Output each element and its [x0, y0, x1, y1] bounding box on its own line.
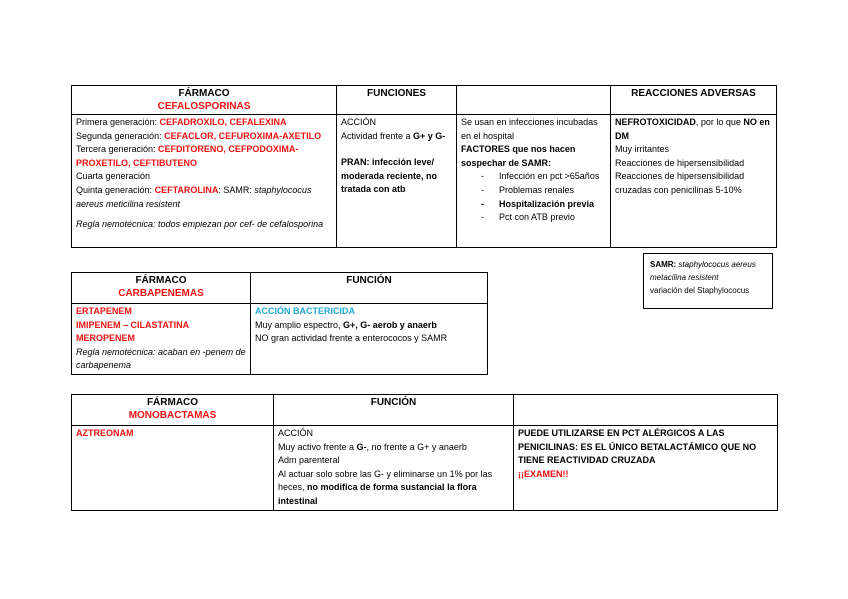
- table-row: [72, 426, 778, 511]
- table-row: [72, 115, 777, 248]
- reacciones-header: REACCIONES ADVERSAS: [611, 86, 777, 115]
- funciones-cell: ACCIÓN Actividad frente a G+ y G- PRAN: infección leve/ moderada reciente, no tratada con atb: [337, 115, 457, 248]
- table-header-row: [72, 273, 488, 304]
- list-item: - Pct con ATB previo: [461, 211, 606, 225]
- list-item: - Infección en pct >65años: [461, 170, 606, 184]
- funcion-cell: ACCIÓN Muy activo frente a G-, no frente a G+ y anaerb Adm parenteral Al actuar solo sobre las G- y eliminarse un 1% por las heces, no modifica de forma sustancial la flora intestinal: [274, 426, 514, 511]
- mnemonic-note: Regla nemotécnica: acaban en -penem de carbapenema: [76, 346, 246, 371]
- funciones-header: FUNCIONES: [337, 86, 457, 115]
- mnemonic-note: Regla nemotécnica: todos empiezan por cef- de cefalosporina: [76, 219, 324, 230]
- funcion-cell: ACCIÓN BACTERICIDA Muy amplio espectro, G+, G- aerob y anaerb NO gran actividad frente a enterococos y SAMR: [251, 304, 488, 375]
- monobactamas-table: [71, 394, 778, 511]
- pran-note: PRAN: infección leve/ moderada reciente, no tratada con atb: [341, 157, 438, 195]
- samr-factors-cell: Se usan en infecciones incubadas en el hospital FACTORES que nos hacen sospechar de SAMR: - Infección en pct >65años - Problemas renales - Hospitalización previa - Pct con ATB previo: [457, 115, 611, 248]
- farmaco-header: FÁRMACO MONOBACTAMAS: [72, 395, 274, 426]
- notes-cell: PUEDE UTILIZARSE EN PCT ALÉRGICOS A LAS PENICILINAS: ES EL ÚNICO BETALACTÁMICO QUE NO TIENE REACTIVIDAD CRUZADA ¡¡EXAMEN!!: [514, 426, 778, 511]
- list-item: - Problemas renales: [461, 184, 606, 198]
- gen5-line: Quinta generación: CEFTAROLINA: SAMR: staphylococus aereus meticilina resistent: [76, 184, 312, 209]
- drug-cell: AZTREONAM: [72, 426, 274, 511]
- table-row: [72, 304, 488, 375]
- family-monobactamas: MONOBACTAMAS: [128, 410, 217, 421]
- samr-note-box: SAMR: staphylococus aereus metacilina resistent variación del Staphylococus: [643, 253, 773, 309]
- factors-list: [461, 170, 606, 224]
- farmaco-header: FÁRMACO CEFALOSPORINAS: [72, 86, 337, 115]
- gen1-line: Primera generación: CEFADROXILO, CEFALEXINA: [76, 117, 287, 127]
- gen2-line: Segunda generación: CEFACLOR, CEFUROXIMA-AXETILO: [76, 130, 322, 141]
- actividad-line: Actividad frente a G+ y G-: [341, 130, 446, 141]
- funcion-header: FUNCIÓN: [251, 273, 488, 304]
- empty-header-cell: [457, 86, 611, 115]
- reacciones-cell: NEFROTOXICIDAD, por lo que NO en DM Muy irritantes Reacciones de hipersensibilidad Reacciones de hipersensibilidad cruzadas con penicilinas 5-10%: [611, 115, 777, 248]
- family-cefalosporinas: CEFALOSPORINAS: [157, 101, 251, 112]
- funcion-header: FUNCIÓN: [274, 395, 514, 426]
- gen3-line: Tercera generación: CEFDITORENO, CEFPODOXIMA-PROXETILO, CEFTIBUTENO: [76, 144, 299, 168]
- drugs-cell: ERTAPENEM IMIPENEM – CILASTATINA MEROPENEM Regla nemotécnica: acaban en -penem de carbapenema: [72, 304, 251, 375]
- farmaco-header: FÁRMACO CARBAPENEMAS: [72, 273, 251, 304]
- table-header-row: [72, 395, 778, 426]
- cefalosporinas-table: [71, 85, 777, 248]
- examen-flag: ¡¡EXAMEN!!: [518, 468, 569, 479]
- gen4-line: Cuarta generación: [76, 171, 151, 182]
- family-carbapenemas: CARBAPENEMAS: [118, 288, 204, 299]
- nefro-line: NEFROTOXICIDAD, por lo que NO en DM: [615, 117, 770, 141]
- carbapenemas-table: [71, 272, 488, 375]
- empty-header-cell: [514, 395, 778, 426]
- table-header-row: [72, 86, 777, 115]
- drug-generations-cell: [72, 115, 337, 248]
- list-item: - Hospitalización previa: [461, 198, 606, 212]
